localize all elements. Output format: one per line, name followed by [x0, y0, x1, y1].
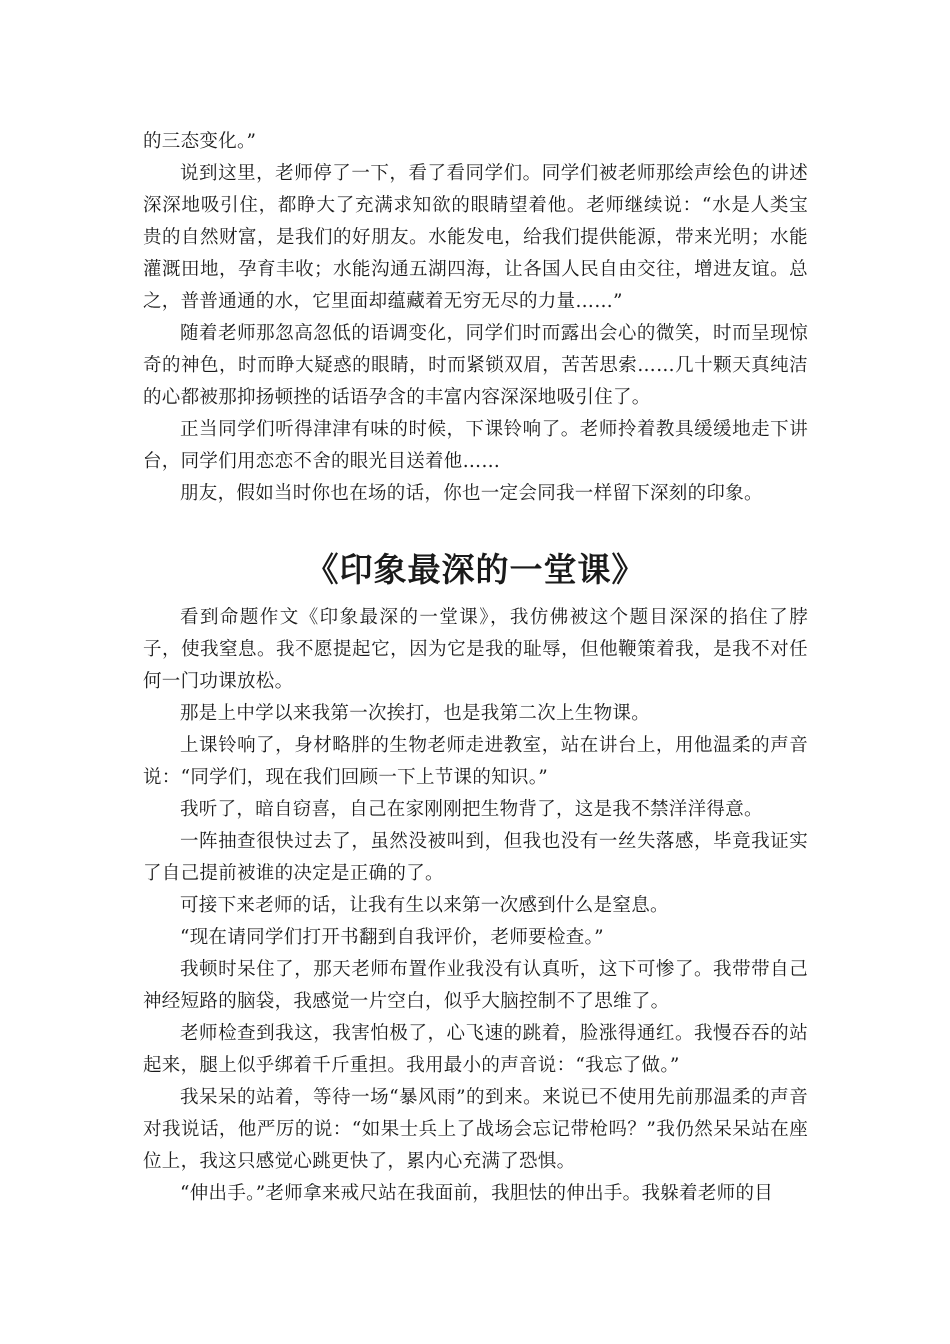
paragraph: 随着老师那忽高忽低的语调变化，同学们时而露出会心的微笑，时而呈现惊奇的神色，时而睁大疑惑的眼睛，时而紧锁双眉，苦苦思索……几十颗天真纯洁的心都被那抑扬顿挫的话语孕含的丰富内容深深地吸引住了。	[143, 323, 808, 408]
paragraph: 的三态变化。”	[143, 131, 257, 152]
paragraph: 我呆呆的站着，等待一场“暴风雨”的到来。来说已不使用先前那温柔的声音对我说话，他严厉的说：“如果士兵上了战场会忘记带枪吗？”我仍然呆呆站在座位上，我这只感觉心跳更快了，累内心充满了恐惧。	[143, 1087, 808, 1172]
paragraph: 正当同学们听得津津有味的时候，下课铃响了。老师拎着教具缓缓地走下讲台，同学们用恋恋不舍的眼光目送着他……	[143, 419, 808, 472]
essay-title: 《印象最深的一堂课》	[305, 550, 646, 589]
document-page	[143, 126, 808, 1210]
paragraph: 上课铃响了，身材略胖的生物老师走进教室，站在讲台上，用他温柔的声音说：“同学们，现在我们回顾一下上节课的知识。”	[143, 735, 808, 788]
paragraph: “现在请同学们打开书翻到自我评价，老师要检查。”	[180, 927, 604, 948]
paragraph: 说到这里，老师停了一下，看了看同学们。同学们被老师那绘声绘色的讲述深深地吸引住，都睁大了充满求知欲的眼睛望着他。老师继续说：“水是人类宝贵的自然财富，是我们的好朋友。水能发电，给我们提供能源，带来光明；水能灌溉田地，孕育丰收；水能沟通五湖四海，让各国人民自由交往，增进友谊。总之，普普通通的水，它里面却蕴藏着无穷无尽的力量……”	[143, 163, 808, 312]
paragraph: 一阵抽查很快过去了，虽然没被叫到，但我也没有一丝失落感，毕竟我证实了自己提前被谁的决定是正确的了。	[143, 831, 808, 884]
paragraph: 我顿时呆住了，那天老师布置作业我没有认真听，这下可惨了。我带带自己神经短路的脑袋，我感觉一片空白，似乎大脑控制不了思维了。	[143, 959, 808, 1012]
paragraph: 看到命题作文《印象最深的一堂课》，我仿佛被这个题目深深的掐住了脖子，使我窒息。我不愿提起它，因为它是我的耻辱，但他鞭策着我，是我不对任何一门功课放松。	[143, 607, 808, 692]
paragraph: 我听了，暗自窃喜，自己在家刚刚把生物背了，这是我不禁洋洋得意。	[180, 799, 763, 820]
paragraph: 朋友，假如当时你也在场的话，你也一定会同我一样留下深刻的印象。	[180, 483, 763, 504]
paragraph: 可接下来老师的话，让我有生以来第一次感到什么是窒息。	[180, 895, 669, 916]
paragraph: “伸出手。”老师拿来戒尺站在我面前，我胆怯的伸出手。我躲着老师的目	[180, 1183, 774, 1204]
paragraph: 那是上中学以来我第一次挨打，也是我第二次上生物课。	[180, 703, 651, 724]
paragraph: 老师检查到我这，我害怕极了，心飞速的跳着，脸涨得通红。我慢吞吞的站起来，腿上似乎绑着千斤重担。我用最小的声音说：“我忘了做。”	[143, 1023, 808, 1076]
